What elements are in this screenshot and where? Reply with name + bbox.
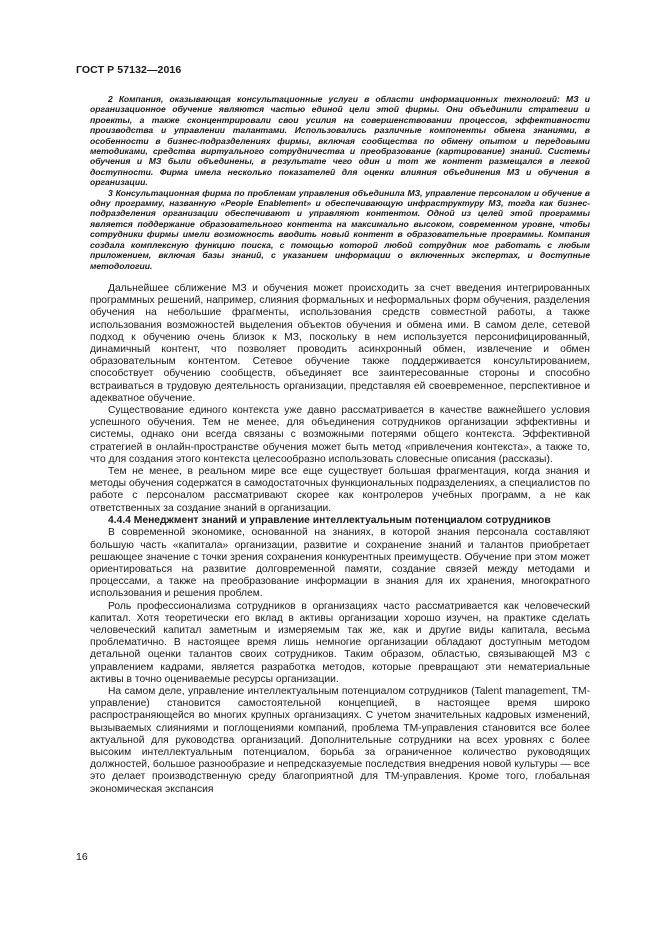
paragraph: На самом деле, управление интеллектуальным потенциалом сотрудников (Talent management, ТМ-управление) становится самостоятельной концепцией, в настоящее время широко распространяющейся во многих крупных организациях. С учетом значительных кадровых изменений, вызываемых слияниями и поглощениями компаний, проблема ТМ-управления становится все более актуальной для руководства организаций. Дополнительные сотрудники на всех уровнях с более высоким интеллектуальным потенциалом, борьба за ограниченное количество руководящих должностей, большое разнообразие и непредсказуемые последствия внедрения новой культуры — все это делает производственную среду благоприятной для ТМ-управления. Кроме того, глобальная экономическая экспансия (90, 686, 590, 795)
example-2: 2 Компания, оказывающая консультационные услуги в области информационных технологий: МЗ и организационное обучение являются частью единой цели этой фирмы. Они объединили стратегии и проекты, а также сконцентрировали свои усилия на совершенствовании процессов, эффективности производства и управлении талантами. Использовались различные компоненты обмена знаниями, в особенности в бизнес-подразделениях фирмы, включая сообщества по обмену опытом и передовыми методиками, средства виртуального сотрудничества и преобразование (картирование) знаний. Системы обучения и МЗ были объединены, в результате чего один и тот же контент размещался в легкой доступности. Фирма имела несколько показателей для оценки влияния объединения МЗ и обучения в организации. (90, 94, 590, 188)
page-number: 16 (76, 851, 88, 863)
paragraph: Существование единого контекста уже давно рассматривается в качестве важнейшего условия успешного обучения. Тем не менее, для объединения сотрудников организации эффективны и системы, однако они всегда связаны с возможными потерями общего контекста. Эффективной стратегией в онлайн-пространстве обучения может быть метод «привлечения контекста», а также то, что для создания этого контекста целесообразно использовать словесные описания (рассказы). (90, 404, 590, 465)
paragraph: Дальнейшее сближение МЗ и обучения может происходить за счет введения интегрированных программных решений, например, слияния формальных и неформальных форм обучения, разделения обучения на небольшие фрагменты, использования средств совместной работы, а также использования возможностей выделения объектов обучения и обмена ими. В самом деле, сетевой подход к обучению очень близок к МЗ, поскольку в нем используется персонифицированный, динамичный контент, что позволяет проводить асинхронный обмен, извлечение и обмен образовательным контентом. Сетевое обучение также поддерживается консультированием, способствует обучению сообществ, объединяет все заинтересованные стороны и способно встраиваться в трудовую деятельность организации, представляя ей своевременное, перспективное и адекватное обучение. (90, 282, 590, 404)
section-heading: 4.4.4 Менеджмент знаний и управление интеллектуальным потенциалом сотрудников (108, 514, 551, 526)
standard-header: ГОСТ Р 57132—2016 (76, 64, 182, 76)
paragraph: В современной экономике, основанной на знаниях, в которой знания персонала составляют большую часть «капитала» организации, развитие и сохранение знаний и талантов приобретает решающее значение с точки зрения сохранения конкурентных преимуществ. Обучение при этом может ориентироваться на развитие долговременной памяти, создание связей между методами и процессами, а также на преобразование информации в знания для их хранения, многократного использования и решения проблем. (90, 527, 590, 600)
example-3: 3 Консультационная фирма по проблемам управления объединила МЗ, управление персоналом и обучение в одну программу, названную «People Enablement» и обеспечивающую инфраструктуру МЗ, тогда как бизнес-подразделения организации обеспечивают и управляют контентом. Одной из целей этой программы является поддержание образовательного контента на максимально высоком, современном уровне, чтобы сотрудники фирмы имели возможность вводить новый контент в образовательные программы. Компания создала комплексную функцию поиска, с помощью которой любой сотрудник мог работать с любым приложением, включая базы знаний, с указанием информации о включенных экспертах, и доступные методологии. (90, 187, 590, 271)
page-body (90, 94, 590, 796)
paragraph: Тем не менее, в реальном мире все еще существует большая фрагментация, когда знания и методы обучения содержатся в самодостаточных функциональных подразделениях, а специалистов по работе с персоналом рассматривают скорее как контролеров учебных программ, а не как ответственных за создание знаний в организации. (90, 465, 590, 514)
spacer (90, 271, 590, 283)
paragraph: Роль профессионализма сотрудников в организациях часто рассматривается как человеческий капитал. Хотя теоретически его вклад в активы организации хорошо изучен, на практике сделать человеческий капитал заметным и измеряемым так же, как и другие виды капитала, весьма проблематично. В настоящее время лишь немногие организации обладают доступным методом детальной оценки талантов своих сотрудников. Таким образом, областью, связывающей МЗ с управлением кадрами, является разработка методов, которые превращают эти нематериальные активы в точно оцениваемые ресурсы организации. (90, 600, 590, 685)
